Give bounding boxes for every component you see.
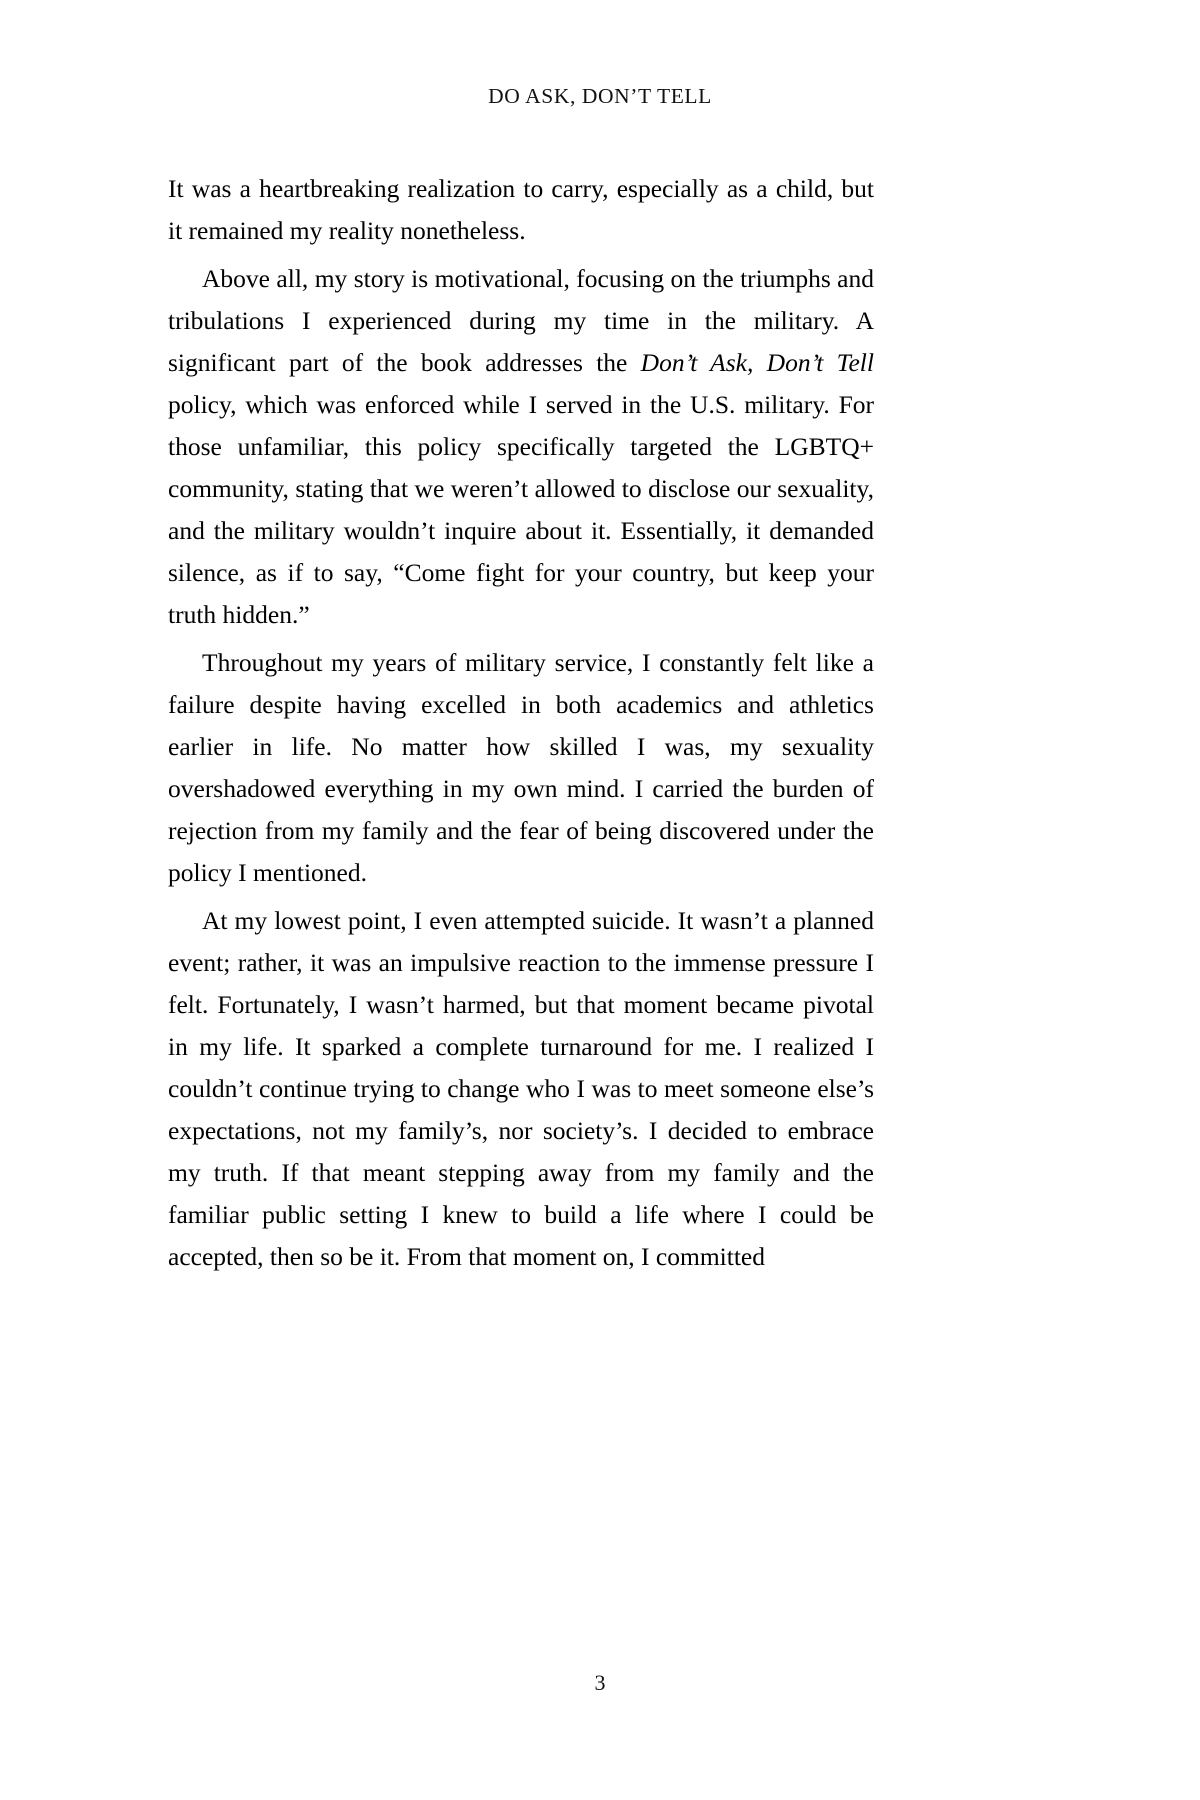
running-header: DO ASK, DON’T TELL (488, 84, 712, 108)
body-text-block (168, 168, 874, 1278)
paragraph-3: Throughout my years of military service, I constantly felt like a failure despite having excelled in both academics and athletics earlier in life. No matter how skilled I was, my sexuality overshadowed everything in my own mind. I carried the burden of rejection from my family and the fear of being discovered under the policy I mentioned. (168, 648, 874, 887)
paragraph-2-text-after-italic: policy, which was enforced while I served in the U.S. military. For those unfamiliar, this policy specifically targeted the LGBTQ+ community, stating that we weren’t allowed to disclose our sexuality, and the military wouldn’t inquire about it. Essentially, it demanded silence, as if to say, “Come fight for your country, but keep your truth hidden.” (168, 390, 874, 629)
paragraph-2-text-before-italic: Above all, my story is motivational, focusing on the triumphs and tribulations I experienced during my time in the military. A significant part of the book addresses the (168, 264, 874, 377)
paragraph-1: It was a heartbreaking realization to carry, especially as a child, but it remained my reality nonetheless. (168, 174, 874, 245)
policy-title-italic: Don’t Ask, Don’t Tell (640, 348, 874, 377)
page-number: 3 (594, 1670, 606, 1695)
paragraph-2 (168, 258, 874, 636)
paragraph-4: At my lowest point, I even attempted suicide. It wasn’t a planned event; rather, it was an impulsive reaction to the immense pressure I felt. Fortunately, I wasn’t harmed, but that moment became pivotal in my life. It sparked a complete turnaround for me. I realized I couldn’t continue trying to change who I was to meet someone else’s expectations, not my family’s, nor society’s. I decided to embrace my truth. If that meant stepping away from my family and the familiar public setting I knew to build a life where I could be accepted, then so be it. From that moment on, I committed (168, 906, 874, 1271)
